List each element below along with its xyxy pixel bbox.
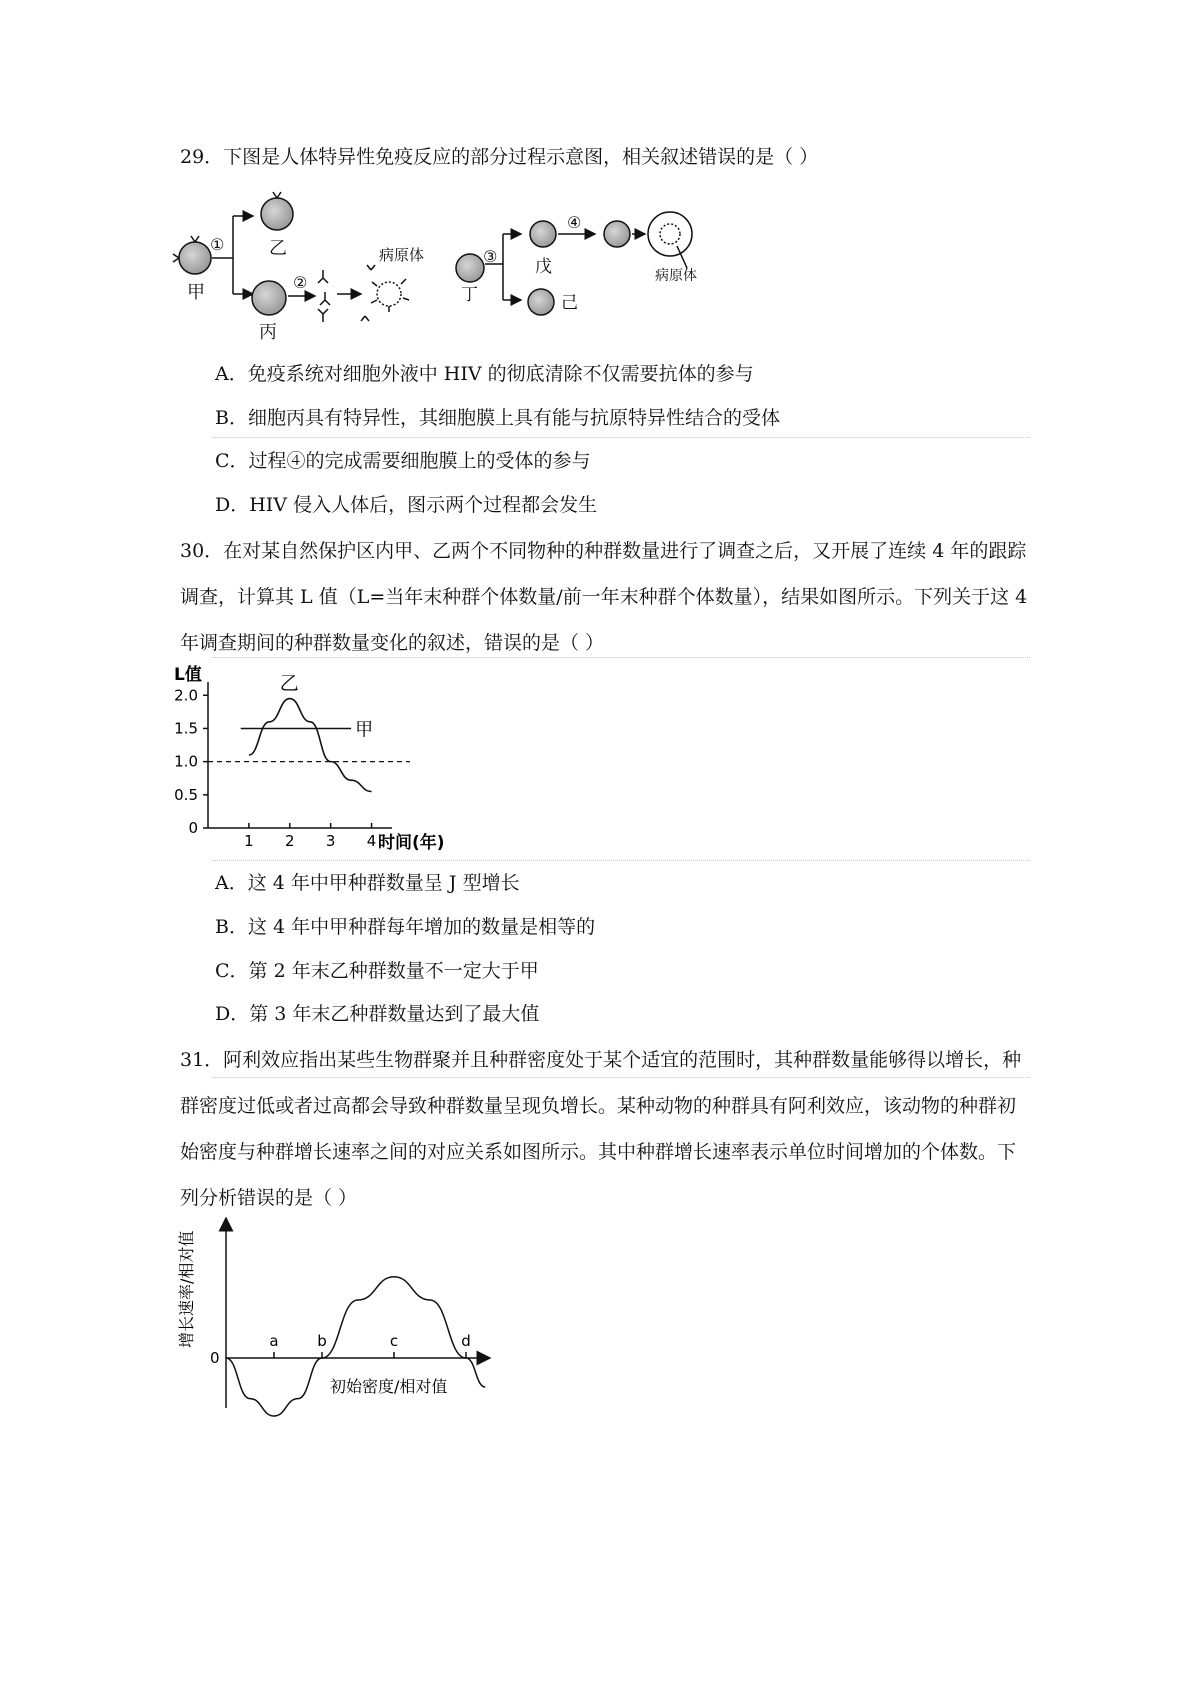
y-tick-label: 0 bbox=[188, 819, 198, 837]
x-tick-label: 1 bbox=[244, 832, 254, 850]
svg-text:病原体: 病原体 bbox=[655, 268, 697, 284]
q30-option-a[interactable]: A．这 4 年中甲种群数量呈 J 型增长 bbox=[215, 872, 520, 894]
svg-text:④: ④ bbox=[567, 213, 582, 232]
cell-ding bbox=[456, 254, 484, 282]
cell-wu bbox=[530, 221, 556, 247]
point-label-b: b bbox=[317, 1332, 327, 1350]
svg-text:③: ③ bbox=[483, 247, 498, 266]
svg-text:病原体: 病原体 bbox=[379, 246, 425, 264]
y-axis-label: 增长速率/相对值 bbox=[177, 1230, 196, 1348]
x-tick-label: 4 bbox=[366, 832, 377, 850]
y-tick-label: 2.0 bbox=[174, 686, 198, 705]
dotted-divider bbox=[212, 860, 1030, 861]
y-tick-label: 1.0 bbox=[174, 752, 198, 771]
y-tick-label: 1.5 bbox=[174, 719, 198, 738]
svg-text:乙: 乙 bbox=[269, 238, 287, 259]
dotted-divider bbox=[212, 1077, 1030, 1078]
q29-option-d[interactable]: D．HIV 侵入人体后，图示两个过程都会发生 bbox=[215, 494, 598, 516]
y-axis-label: L值 bbox=[174, 665, 202, 685]
x-tick-label: 2 bbox=[285, 832, 295, 850]
series-yi-line bbox=[249, 699, 372, 792]
svg-text:己: 己 bbox=[561, 293, 578, 313]
svg-text:①: ① bbox=[210, 235, 225, 254]
q30-option-c[interactable]: C．第 2 年末乙种群数量不一定大于甲 bbox=[215, 960, 539, 982]
q29-option-c[interactable]: C．过程④的完成需要细胞膜上的受体的参与 bbox=[215, 450, 591, 472]
allee-effect-chart bbox=[170, 1210, 500, 1420]
q30-option-d[interactable]: D．第 3 年末乙种群数量达到了最大值 bbox=[215, 1003, 540, 1025]
svg-text:②: ② bbox=[293, 273, 308, 292]
dotted-divider bbox=[212, 657, 1030, 658]
x-tick-label: 3 bbox=[325, 832, 336, 850]
x-axis-label: 时间(年) bbox=[378, 833, 445, 853]
q31-stem: 31．阿利效应指出某些生物群聚并且种群密度处于某个适宜的范围时，其种群数量能够得以增长，种群密度过低或者过高都会导致种群数量呈现负增长。某种动物的种群具有阿利效应，该动物的种群初始密度与种群增长速率之间的对应关系如图所示。其中种群增长速率表示单位时间增加的个体数。下列分析错误的是（ ） bbox=[180, 1049, 1022, 1209]
svg-text:丙: 丙 bbox=[259, 322, 277, 343]
cell-bing bbox=[252, 281, 286, 315]
svg-text:甲: 甲 bbox=[187, 282, 205, 303]
series-jia-label: 甲 bbox=[355, 719, 374, 741]
q29-stem: 29．下图是人体特异性免疫反应的部分过程示意图，相关叙述错误的是（ ） bbox=[180, 146, 819, 168]
series-yi-label: 乙 bbox=[279, 672, 299, 695]
x-axis-label: 初始密度/相对值 bbox=[330, 1377, 448, 1396]
q29-option-b[interactable]: B．细胞丙具有特异性，其细胞膜上具有能与抗原特异性结合的受体 bbox=[215, 407, 780, 429]
svg-text:丁: 丁 bbox=[461, 285, 478, 305]
q29-option-a[interactable]: A．免疫系统对细胞外液中 HIV 的彻底清除不仅需要抗体的参与 bbox=[215, 363, 754, 385]
svg-text:戊: 戊 bbox=[535, 257, 552, 277]
cell-ji bbox=[528, 289, 554, 315]
origin-label: 0 bbox=[210, 1349, 220, 1367]
cell-jia bbox=[179, 242, 211, 274]
q30-stem: 30．在对某自然保护区内甲、乙两个不同物种的种群数量进行了调查之后，又开展了连续 4 年的跟踪调查，计算其 L 值（L=当年末种群个体数量/前一年末种群个体数量），结果如图所示。下列关于这 4 年调查期间的种群数量变化的叙述，错误的是（ ） bbox=[180, 540, 1028, 654]
cell-yi bbox=[261, 198, 293, 230]
point-label-c: c bbox=[389, 1332, 399, 1350]
dotted-divider bbox=[212, 437, 1030, 438]
l-value-chart bbox=[170, 660, 470, 860]
immune-diagram bbox=[165, 188, 725, 348]
q30-option-b[interactable]: B．这 4 年中甲种群每年增加的数量是相等的 bbox=[215, 916, 596, 938]
y-tick-label: 0.5 bbox=[174, 785, 198, 804]
point-label-d: d bbox=[461, 1332, 471, 1350]
point-label-a: a bbox=[269, 1332, 279, 1350]
